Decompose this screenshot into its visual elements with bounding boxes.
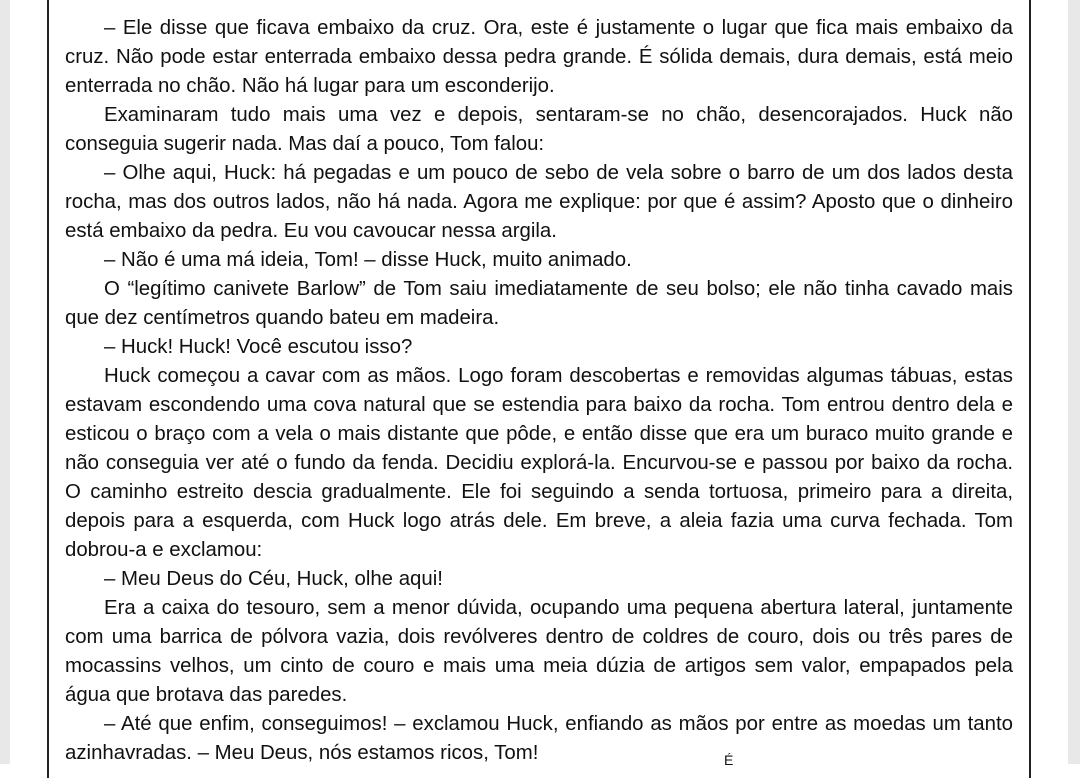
paragraph-5: O “legítimo canivete Barlow” de Tom saiu imediatamente de seu bolso; ele não tinha cavado mais que dez centímetros quando bateu em madeira. [65,278,1013,329]
paragraph-4: – Não é uma má ideia, Tom! – disse Huck, muito animado. [104,249,632,271]
cut-off-next-line-glyph: É [724,752,734,768]
right-margin-strip [1068,0,1080,764]
paragraph-7: Huck começou a cavar com as mãos. Logo foram descobertas e removidas algumas tábuas, estas estavam escondendo uma cova natural que se estendia para baixo da rocha. Tom entrou dentro dela e esticou o braço com a vela o mais distante que pôde, e então disse que era um buraco muito grande e não conseguia ver até o fundo da fenda. Decidiu explorá-la. Encurvou-se e passou por baixo da rocha. O caminho estreito descia gradualmente. Ele foi seguindo a senda tortuosa, primeiro para a direita, depois para a esquerda, com Huck logo atrás dele. Em breve, a aleia fazia uma curva fechada. Tom dobrou-a e exclamou: [65,365,1013,561]
paragraph-1: – Ele disse que ficava embaixo da cruz. Ora, este é justamente o lugar que fica mais embaixo da cruz. Não pode estar enterrada embaixo dessa pedra grande. É sólida demais, dura demais, está meio enterrada no chão. Não há lugar para um esconderijo. [65,17,1013,97]
paragraph-3: – Olhe aqui, Huck: há pegadas e um pouco de sebo de vela sobre o barro de um dos lados desta rocha, mas dos outros lados, não há nada. Agora me explique: por que é assim? Aposto que o dinheiro está embaixo da pedra. Eu vou cavoucar nessa argila. [65,162,1013,242]
paragraph-6: – Huck! Huck! Você escutou isso? [104,336,413,358]
story-text [65,14,1013,768]
paragraph-9: Era a caixa do tesouro, sem a menor dúvida, ocupando uma pequena abertura lateral, juntamente com uma barrica de pólvora vazia, dois revólveres dentro de coldres de couro, dois ou três pares de mocassins velhos, um cinto de couro e mais uma meia dúzia de artigos sem valor, empapados pela água que brotava das paredes. [65,597,1013,706]
paragraph-2: Examinaram tudo mais uma vez e depois, sentaram-se no chão, desencorajados. Huck não conseguia sugerir nada. Mas daí a pouco, Tom falou: [65,104,1013,155]
paragraph-8: – Meu Deus do Céu, Huck, olhe aqui! [104,568,443,590]
left-margin-strip [0,0,10,764]
paragraph-10: – Até que enfim, conseguimos! – exclamou Huck, enfiando as mãos por entre as moedas um tanto azinhavradas. – Meu Deus, nós estamos ricos, Tom! [65,713,1013,764]
